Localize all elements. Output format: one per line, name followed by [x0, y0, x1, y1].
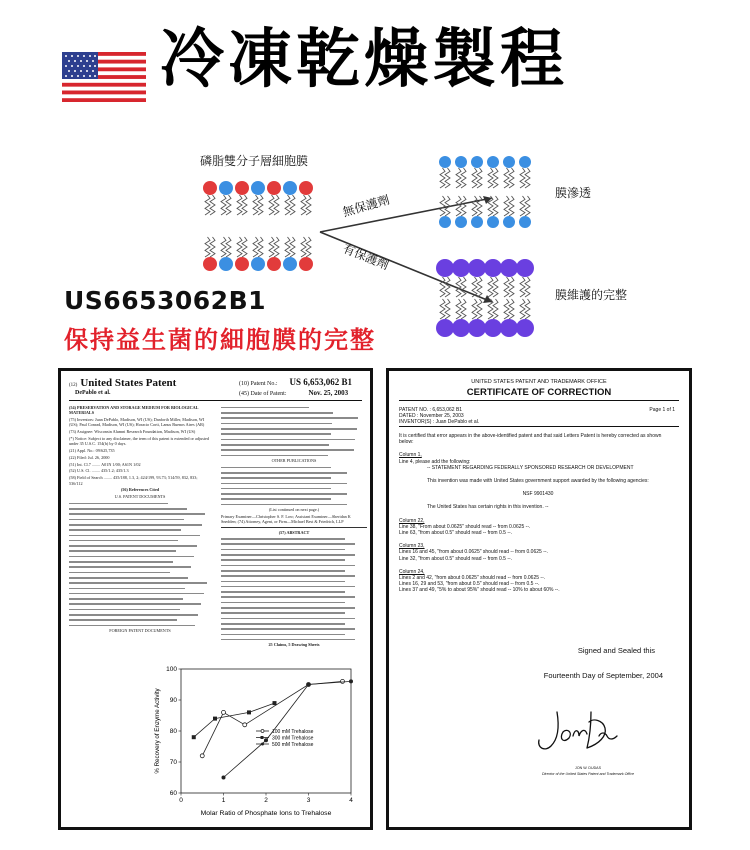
cert-gov: This invention was made with United States government support awarded by the following agencies:	[427, 478, 649, 485]
patent-title-field: (54) PRESERVATION AND STORAGE MEDIUM FOR BIOLOGICAL MATERIALS	[69, 405, 199, 416]
unprotected-label: 無保護劑	[341, 192, 392, 220]
other-pubs-heading: OTHER PUBLICATIONS	[271, 457, 317, 463]
cert-body	[399, 433, 677, 594]
cert-col23-a: Lines 16 and 45, "from about 0.0625" should read -- from 0.0625 --.	[399, 549, 548, 556]
cert-col22: Column 22,	[399, 517, 425, 524]
data-point	[247, 710, 251, 714]
data-point	[213, 717, 217, 721]
patent-column-1	[69, 405, 211, 635]
continued-note: (List continued on next page.)	[268, 507, 320, 513]
membrane-label: 磷脂雙分子層細胞膜	[200, 154, 309, 168]
cert-day: Fourteenth Day of September, 2004	[543, 671, 663, 680]
cert-col24-b: Lines 16, 29 and 53, "from about 0.5" should read -- from 0.5 --.	[399, 581, 540, 588]
signature-icon	[529, 706, 619, 756]
cert-col24: Column 24,	[399, 568, 425, 575]
patent-appl: (21) Appl. No.: 09/625,735	[69, 448, 115, 454]
patent-date-label: (45) Date of Patent:	[239, 391, 287, 397]
patent-column-2	[221, 405, 367, 649]
y-tick-label: 70	[169, 759, 177, 767]
patent-number: US6653062B1	[64, 286, 267, 315]
data-point	[264, 738, 268, 742]
data-point	[222, 776, 226, 780]
patent-date-value: Nov. 25, 2003	[308, 389, 349, 397]
cert-signer: JON W. DUDAS	[575, 766, 601, 770]
cert-col23: Column 23,	[399, 543, 425, 550]
y-tick-label: 80	[169, 728, 177, 736]
data-point	[307, 683, 311, 687]
membrane-disrupted	[439, 156, 531, 228]
cert-col23-b: Line 32, "from about 0.5" should read -- from 0.5 --.	[399, 555, 513, 562]
refs-heading: (56) References Cited	[120, 487, 160, 493]
patent-us-cl: (52) U.S. Cl. ........ 435/1.2; 435/1.3	[69, 468, 129, 474]
patent-document	[58, 368, 373, 830]
protected-label: 有保護劑	[340, 241, 391, 273]
cert-title: CERTIFICATE OF CORRECTION	[466, 387, 612, 398]
inventor-short: DePablo et al.	[75, 390, 111, 396]
abstract-text	[221, 536, 367, 642]
data-point	[349, 679, 353, 683]
foreign-reference-list	[221, 405, 367, 458]
membrane-initial	[203, 181, 313, 271]
legend-marker	[261, 736, 264, 739]
cert-patent-no: PATENT NO. : 6,653,062 B1	[399, 407, 463, 413]
cert-col22-a: Line 38, "From about 0.0625" should read -- from 0.0625 --.	[399, 523, 531, 530]
cert-nsf: NSF 9901430	[522, 491, 554, 498]
cert-inventors: INVENTOR(S) : Juan DePablo et al.	[399, 419, 480, 425]
chart-svg	[151, 661, 361, 821]
cert-dated: DATED : November 25, 2003	[399, 413, 464, 419]
patent-field: (58) Field of Search ........ 435/188, 1.3, 2; 424/199, 93.73; 514/59, 832, 833; 536/112	[69, 475, 198, 486]
data-point	[341, 679, 345, 683]
us-docs-heading: U.S. PATENT DOCUMENTS	[114, 494, 166, 500]
data-point	[243, 723, 247, 727]
foreign-heading: FOREIGN PATENT DOCUMENTS	[109, 628, 171, 634]
abstract-heading: (57) ABSTRACT	[278, 529, 310, 535]
publications-text	[221, 465, 367, 507]
page-title: 冷凍乾燥製程	[160, 23, 568, 97]
patent-notice: (*) Notice: Subject to any disclaimer, the term of this patent is extended or adjusted under 35 U.S.C. 154(b) by 0 days.	[69, 435, 209, 447]
cert-intro: It is certified that error appears in the above-identified patent and that said Letters Patent is hereby corrected as shown below:	[399, 433, 662, 446]
cert-page: Page 1 of 1	[649, 407, 675, 413]
membrane-protected	[436, 259, 534, 337]
cert-meta	[399, 407, 479, 425]
x-tick-label: 3	[306, 797, 311, 804]
claims-count: 25 Claims, 5 Drawing Sheets	[268, 642, 320, 648]
legend-entry: 500 mM Trehalose	[272, 742, 314, 748]
cert-signed: Signed and Sealed this	[577, 646, 655, 655]
data-point	[192, 735, 196, 739]
x-tick-label: 2	[264, 797, 268, 804]
country-code: (12)	[69, 383, 78, 388]
signature-area	[399, 646, 677, 776]
cert-col24-a: Lines 2 and 42, "from about 0.0625" should read -- from 0.0625 --.	[399, 575, 546, 582]
data-point	[222, 710, 226, 714]
cert-office: UNITED STATES PATENT AND TRADEMARK OFFICE	[471, 379, 607, 385]
subtitle: 保持益生菌的細胞膜的完整	[64, 326, 376, 354]
patent-assignee: (73) Assignee: Wisconsin Alumni Research Foundation, Madison, WI (US)	[69, 429, 196, 435]
patent-header	[69, 377, 362, 401]
data-point	[273, 701, 277, 705]
cert-signer-title: Director of the United States Patent and Trademark Office	[541, 772, 635, 776]
legend-marker	[261, 743, 264, 746]
patent-examiner: Primary Examiner—Christopher S. F. Low; Assistant Examiner—Sheridan K Snedden; (74) Attorney, Agent, or Firm—Michael Best & Friedrich, LLP	[221, 513, 351, 525]
data-point	[200, 754, 204, 758]
y-axis-label: % Recovery of Enzyme Activity	[154, 688, 161, 774]
x-axis-label: Molar Ratio of Phosphate Ions to Trehalose	[200, 810, 332, 817]
x-tick-label: 4	[349, 797, 353, 804]
cert-col1: Column 1,	[399, 452, 422, 459]
patent-no-value: US 6,653,062 B1	[289, 377, 353, 387]
patent-inventors: (75) Inventors: Juan DePablo, Madison, WI (US); Danforth Miller, Madison, WI (US); Paul Conrad, Madison, WI (US); Horacio Corti, Lanus Buenos Aires (AR)	[69, 417, 205, 428]
x-tick-label: 0	[179, 797, 183, 804]
cert-col1-text: Line 4, please add the following:	[399, 458, 471, 465]
legend-entry: 300 mM Trehalose	[272, 735, 314, 742]
y-tick-label: 60	[169, 790, 177, 798]
legend-entry: 100 mM Trehalose	[272, 729, 314, 735]
certificate-document	[386, 368, 692, 830]
patent-filed: (22) Filed: Jul. 26, 2000	[69, 454, 110, 460]
series-2	[192, 701, 314, 741]
y-tick-label: 100	[166, 666, 177, 674]
leak-label: 膜滲透	[555, 186, 592, 200]
y-tick-label: 90	[169, 697, 177, 705]
recovery-chart	[151, 661, 361, 821]
patent-no-label: (10) Patent No.:	[239, 381, 278, 387]
us-flag-icon	[62, 52, 146, 102]
cert-col24-c: Lines 37 and 49, "5% to about 95%" should read -- 10% to about 60% --.	[399, 587, 560, 594]
x-tick-label: 1	[221, 797, 226, 804]
cert-col22-b: Line 63, "from about 0.5" should read -- from 0.5 --.	[399, 530, 513, 537]
patent-int-cl: (51) Int. Cl.7 ........ A01N 1/00; A61N 1/02	[69, 461, 141, 467]
cert-col1-statement: -- STATEMENT REGARDING FEDERALLY SPONSORED RESEARCH OR DEVELOPMENT	[427, 464, 634, 471]
legend-marker	[261, 730, 264, 733]
cert-rights: The United States has certain rights in this invention. --	[427, 504, 549, 511]
intact-label: 膜維護的完整	[555, 288, 628, 302]
patent-country: United States Patent	[80, 377, 177, 389]
reference-list	[69, 501, 211, 628]
